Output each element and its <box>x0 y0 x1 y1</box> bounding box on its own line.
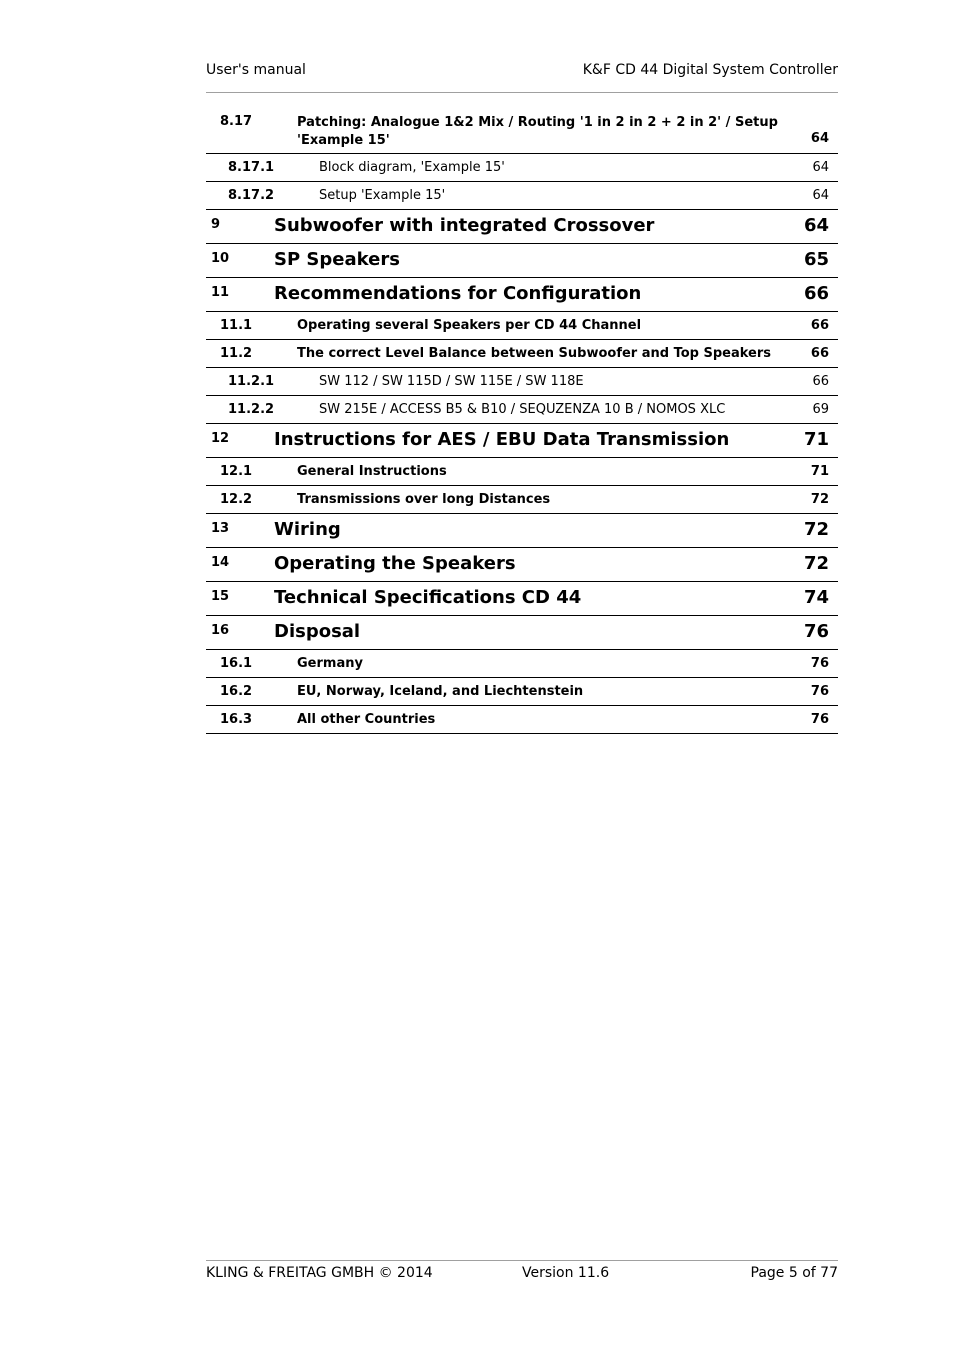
toc-entry[interactable] <box>206 154 838 182</box>
toc-entry-page: 66 <box>810 346 829 361</box>
toc-entry-title: Technical Specifications CD 44 <box>274 587 582 608</box>
toc-entry-number: 9 <box>211 217 221 232</box>
toc-chapter[interactable] <box>206 278 838 312</box>
toc-entry-title: Wiring <box>274 519 341 540</box>
toc-chapter[interactable] <box>206 514 838 548</box>
toc-entry-number: 10 <box>211 251 230 266</box>
toc-entry-page: 76 <box>803 621 829 642</box>
toc-entry-page: 76 <box>810 712 829 727</box>
toc-entry-title: SW 112 / SW 115D / SW 115E / SW 118E <box>319 374 584 389</box>
toc-entry-number: 16.1 <box>220 656 253 671</box>
table-of-contents <box>206 109 838 734</box>
toc-entry[interactable] <box>206 458 838 486</box>
toc-entry-page: 64 <box>812 188 829 203</box>
toc-entry[interactable] <box>206 650 838 678</box>
toc-chapter[interactable] <box>206 210 838 244</box>
toc-entry-page: 64 <box>812 160 829 175</box>
toc-entry-title: Operating the Speakers <box>274 553 516 574</box>
toc-entry-title: Patching: Analogue 1&2 Mix / Routing '1 in 2 in 2 + 2 in 2' / Setup 'Example 15' <box>297 115 778 148</box>
toc-entry[interactable] <box>206 706 838 734</box>
toc-entry-number: 12 <box>211 431 230 446</box>
toc-entry[interactable] <box>206 182 838 210</box>
toc-entry-number: 11.1 <box>220 318 253 333</box>
toc-entry[interactable] <box>206 396 838 424</box>
toc-entry-page: 64 <box>810 131 829 146</box>
toc-entry-page: 74 <box>803 587 829 608</box>
toc-entry-title: Block diagram, 'Example 15' <box>319 160 505 175</box>
toc-entry-title: Disposal <box>274 621 361 642</box>
toc-entry-number: 11.2.2 <box>228 402 275 417</box>
toc-entry-number: 8.17.2 <box>228 188 275 203</box>
toc-entry[interactable] <box>206 312 838 340</box>
toc-entry-title: Instructions for AES / EBU Data Transmission <box>274 429 730 450</box>
toc-entry-number: 15 <box>211 589 230 604</box>
toc-chapter[interactable] <box>206 616 838 650</box>
toc-entry-page: 66 <box>810 318 829 333</box>
toc-entry[interactable] <box>206 486 838 514</box>
toc-entry[interactable] <box>206 109 838 154</box>
toc-entry-page: 66 <box>812 374 829 389</box>
toc-entry-title: SW 215E / ACCESS B5 & B10 / SEQUZENZA 10 B / NOMOS XLC <box>319 402 726 417</box>
toc-entry[interactable] <box>206 340 838 368</box>
toc-entry-page: 76 <box>810 684 829 699</box>
toc-chapter[interactable] <box>206 582 838 616</box>
toc-entry-title: Setup 'Example 15' <box>319 188 446 203</box>
page-header <box>206 60 838 93</box>
toc-chapter[interactable] <box>206 548 838 582</box>
toc-entry-number: 8.17 <box>220 114 253 129</box>
toc-entry-page: 72 <box>810 492 829 507</box>
toc-entry-page: 72 <box>803 519 829 540</box>
toc-entry-title: SP Speakers <box>274 249 400 270</box>
toc-entry-title: All other Countries <box>297 712 436 727</box>
footer-copyright: KLING & FREITAG GMBH © 2014 <box>206 1265 433 1281</box>
toc-entry[interactable] <box>206 678 838 706</box>
toc-entry-title: Subwoofer with integrated Crossover <box>274 215 655 236</box>
toc-entry-page: 71 <box>810 464 829 479</box>
toc-entry-page: 65 <box>803 249 829 270</box>
toc-entry-title: Recommendations for Configuration <box>274 283 642 304</box>
toc-entry-title: Transmissions over long Distances <box>297 492 551 507</box>
toc-entry-page: 72 <box>803 553 829 574</box>
toc-entry-number: 14 <box>211 555 230 570</box>
toc-entry-number: 12.1 <box>220 464 253 479</box>
toc-entry-number: 13 <box>211 521 230 536</box>
footer-version: Version 11.6 <box>522 1265 610 1281</box>
toc-entry-title: General Instructions <box>297 464 447 479</box>
toc-entry-number: 11.2 <box>220 346 253 361</box>
toc-entry-title: The correct Level Balance between Subwoofer and Top Speakers <box>297 346 772 361</box>
header-product-name: K&F CD 44 Digital System Controller <box>582 62 838 78</box>
toc-entry-page: 69 <box>812 402 829 417</box>
toc-entry-title: Operating several Speakers per CD 44 Channel <box>297 318 642 333</box>
toc-entry-number: 16 <box>211 623 230 638</box>
header-doc-type: User's manual <box>206 62 306 78</box>
toc-entry-page: 76 <box>810 656 829 671</box>
page-footer <box>206 1260 838 1291</box>
toc-entry-number: 12.2 <box>220 492 253 507</box>
toc-entry-number: 8.17.1 <box>228 160 275 175</box>
toc-entry-number: 16.2 <box>220 684 253 699</box>
toc-chapter[interactable] <box>206 244 838 278</box>
toc-entry-page: 64 <box>803 215 829 236</box>
toc-entry-number: 11.2.1 <box>228 374 275 389</box>
toc-entry-title: Germany <box>297 656 363 671</box>
toc-entry-page: 66 <box>803 283 829 304</box>
toc-entry-number: 11 <box>211 285 230 300</box>
footer-page-number: Page 5 of 77 <box>750 1265 838 1281</box>
toc-entry-number: 16.3 <box>220 712 253 727</box>
toc-entry-title: EU, Norway, Iceland, and Liechtenstein <box>297 684 584 699</box>
toc-entry-page: 71 <box>803 429 829 450</box>
toc-chapter[interactable] <box>206 424 838 458</box>
toc-entry[interactable] <box>206 368 838 396</box>
